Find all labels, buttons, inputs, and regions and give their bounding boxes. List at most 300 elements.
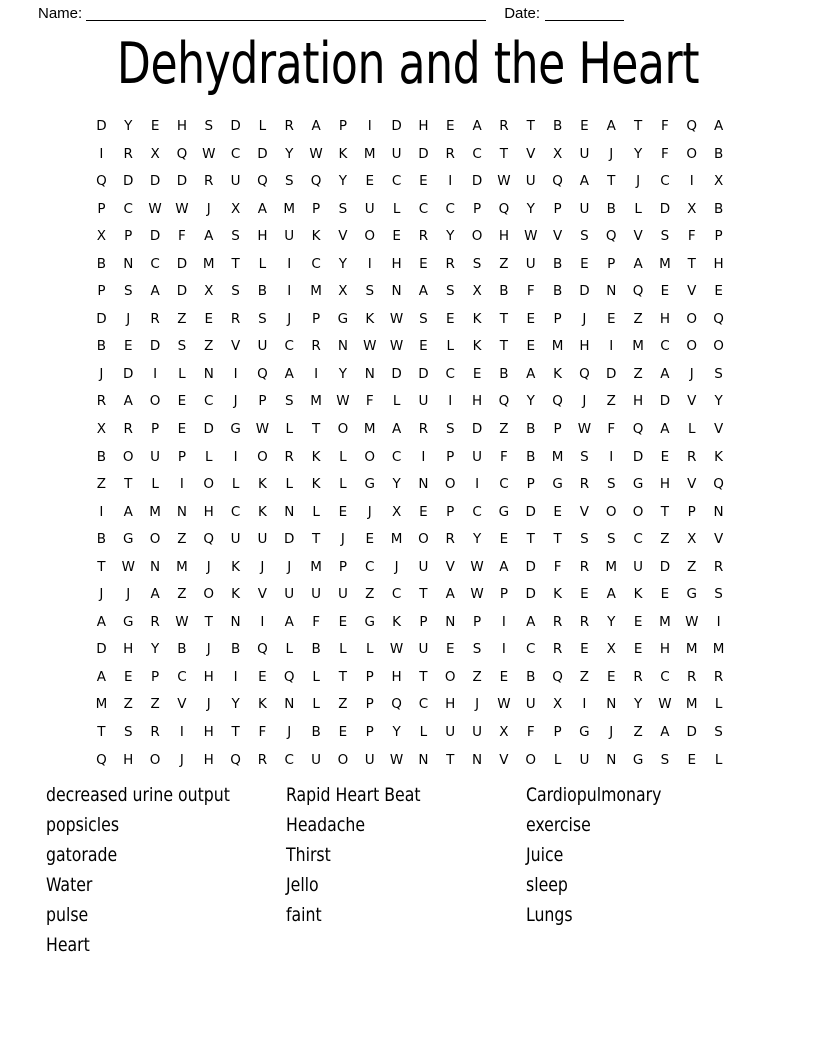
grid-letter[interactable]: Y	[285, 145, 294, 162]
grid-letter[interactable]: G	[364, 476, 375, 493]
grid-letter[interactable]: C	[526, 641, 536, 658]
grid-letter[interactable]: L	[285, 421, 293, 438]
grid-letter[interactable]: G	[632, 476, 644, 493]
grid-letter[interactable]: P	[151, 421, 160, 438]
grid-letter[interactable]: C	[418, 200, 429, 217]
grid-letter[interactable]: P	[338, 118, 347, 134]
grid-letter[interactable]: A	[123, 503, 133, 520]
grid-letter[interactable]: R	[552, 641, 563, 658]
grid-letter[interactable]: I	[233, 365, 238, 382]
grid-letter[interactable]: L	[312, 696, 320, 713]
grid-letter[interactable]: E	[526, 338, 535, 355]
grid-letter[interactable]: X	[552, 145, 563, 162]
word-list-item[interactable]: Heart	[46, 934, 90, 956]
word-search-grid[interactable]	[88, 113, 732, 774]
grid-letter[interactable]: L	[204, 448, 213, 465]
grid-letter[interactable]: X	[606, 641, 616, 658]
grid-letter[interactable]: F	[178, 228, 186, 245]
grid-letter[interactable]: J	[367, 503, 372, 520]
grid-letter[interactable]: Q	[552, 173, 563, 190]
grid-letter[interactable]: S	[580, 531, 589, 548]
grid-letter[interactable]: I	[716, 613, 721, 630]
grid-letter[interactable]: Q	[552, 668, 563, 685]
grid-letter[interactable]: C	[472, 145, 482, 162]
grid-letter[interactable]: A	[660, 365, 670, 382]
grid-letter[interactable]: R	[579, 476, 590, 493]
grid-letter[interactable]: M	[605, 558, 618, 575]
grid-letter[interactable]: J	[287, 558, 292, 575]
grid-letter[interactable]: E	[365, 531, 374, 548]
grid-letter[interactable]: I	[448, 393, 453, 410]
grid-letter[interactable]: X	[687, 200, 697, 217]
grid-letter[interactable]: D	[96, 641, 107, 658]
grid-letter[interactable]: U	[525, 173, 536, 190]
grid-letter[interactable]: D	[96, 118, 107, 134]
grid-letter[interactable]: W	[470, 558, 484, 575]
grid-letter[interactable]: Z	[499, 255, 509, 272]
grid-letter[interactable]: C	[660, 173, 670, 190]
grid-letter[interactable]: G	[230, 421, 241, 438]
grid-letter[interactable]: E	[419, 503, 428, 520]
grid-letter[interactable]: K	[714, 448, 723, 465]
grid-letter[interactable]: L	[419, 724, 428, 741]
grid-letter[interactable]: U	[284, 228, 295, 245]
grid-letter[interactable]: X	[499, 724, 509, 741]
grid-letter[interactable]: B	[96, 448, 107, 465]
grid-letter[interactable]: T	[311, 531, 321, 548]
grid-letter[interactable]: H	[203, 668, 214, 685]
grid-letter[interactable]: F	[500, 448, 508, 465]
grid-letter[interactable]: Y	[714, 393, 723, 410]
grid-letter[interactable]: T	[124, 476, 133, 493]
grid-letter[interactable]: K	[257, 503, 267, 520]
grid-letter[interactable]: C	[230, 503, 241, 520]
grid-letter[interactable]: E	[392, 228, 401, 245]
grid-letter[interactable]: Z	[472, 668, 482, 685]
grid-letter[interactable]: M	[551, 338, 564, 355]
grid-letter[interactable]: H	[257, 228, 268, 245]
grid-letter[interactable]: I	[448, 173, 453, 190]
grid-letter[interactable]: S	[714, 586, 723, 603]
grid-letter[interactable]: U	[257, 338, 268, 355]
grid-letter[interactable]: E	[553, 503, 562, 520]
grid-letter[interactable]: J	[609, 145, 614, 162]
grid-letter[interactable]: X	[552, 696, 563, 713]
grid-letter[interactable]: E	[660, 586, 670, 603]
grid-letter[interactable]: R	[123, 421, 133, 438]
grid-letter[interactable]: E	[204, 310, 213, 327]
grid-letter[interactable]: K	[231, 558, 240, 575]
grid-letter[interactable]: R	[687, 448, 697, 465]
grid-letter[interactable]: H	[391, 668, 402, 685]
grid-letter[interactable]: P	[177, 448, 186, 465]
grid-letter[interactable]: C	[472, 503, 482, 520]
grid-letter[interactable]: D	[418, 365, 429, 382]
grid-letter[interactable]: Z	[150, 696, 160, 713]
grid-letter[interactable]: V	[338, 228, 348, 245]
grid-letter[interactable]: W	[363, 338, 377, 355]
grid-letter[interactable]: Q	[713, 476, 724, 493]
grid-letter[interactable]: E	[150, 118, 160, 134]
grid-letter[interactable]: M	[390, 531, 403, 548]
grid-letter[interactable]: N	[418, 476, 429, 493]
grid-letter[interactable]: U	[472, 724, 483, 741]
grid-letter[interactable]: S	[365, 283, 375, 300]
grid-letter[interactable]: L	[258, 255, 267, 272]
grid-letter[interactable]: D	[176, 173, 188, 190]
grid-letter[interactable]: U	[337, 586, 348, 603]
grid-letter[interactable]: R	[418, 228, 429, 245]
grid-letter[interactable]: A	[606, 586, 616, 603]
grid-letter[interactable]: D	[176, 255, 188, 272]
grid-letter[interactable]: Y	[392, 476, 401, 493]
grid-letter[interactable]: X	[96, 228, 107, 245]
grid-letter[interactable]: I	[582, 696, 587, 713]
grid-letter[interactable]: S	[204, 118, 214, 134]
grid-letter[interactable]: I	[689, 173, 694, 190]
grid-letter[interactable]: Y	[338, 173, 348, 190]
grid-letter[interactable]: L	[446, 338, 454, 355]
grid-letter[interactable]: M	[310, 558, 322, 575]
grid-letter[interactable]: Z	[177, 310, 187, 327]
grid-letter[interactable]: K	[311, 228, 321, 245]
grid-letter[interactable]: T	[446, 751, 455, 768]
grid-letter[interactable]: B	[552, 118, 563, 134]
grid-letter[interactable]: O	[444, 476, 456, 493]
grid-letter[interactable]: K	[231, 586, 240, 603]
grid-letter[interactable]: J	[260, 558, 265, 575]
grid-letter[interactable]: W	[658, 696, 672, 713]
grid-letter[interactable]: N	[337, 338, 348, 355]
grid-letter[interactable]: U	[579, 751, 590, 768]
grid-letter[interactable]: M	[202, 255, 215, 272]
grid-letter[interactable]: P	[473, 613, 482, 630]
grid-letter[interactable]: T	[607, 173, 616, 190]
grid-letter[interactable]: T	[526, 118, 535, 134]
grid-letter[interactable]: O	[364, 448, 376, 465]
grid-letter[interactable]: W	[389, 338, 404, 355]
grid-letter[interactable]: H	[579, 338, 590, 355]
grid-letter[interactable]: C	[230, 145, 241, 162]
grid-letter[interactable]: R	[633, 668, 643, 685]
grid-letter[interactable]: L	[339, 641, 347, 658]
grid-letter[interactable]: Q	[579, 365, 590, 382]
grid-letter[interactable]: X	[338, 283, 348, 300]
grid-letter[interactable]: P	[151, 668, 160, 685]
grid-letter[interactable]: H	[391, 255, 402, 272]
grid-letter[interactable]: A	[499, 558, 509, 575]
grid-letter[interactable]: J	[206, 641, 211, 658]
grid-letter[interactable]: U	[633, 558, 644, 575]
grid-letter[interactable]: D	[659, 393, 671, 410]
grid-letter[interactable]: H	[713, 255, 724, 272]
grid-letter[interactable]: P	[97, 283, 106, 300]
grid-letter[interactable]: Z	[606, 393, 616, 410]
grid-letter[interactable]: Q	[96, 751, 107, 768]
grid-letter[interactable]: Q	[96, 173, 107, 190]
grid-letter[interactable]: A	[284, 365, 294, 382]
grid-letter[interactable]: A	[526, 613, 536, 630]
grid-letter[interactable]: R	[713, 558, 724, 575]
grid-letter[interactable]: P	[312, 310, 321, 327]
grid-letter[interactable]: X	[687, 531, 697, 548]
grid-letter[interactable]: S	[177, 338, 187, 355]
word-list-item[interactable]: Lungs	[526, 904, 573, 926]
grid-letter[interactable]: Q	[391, 696, 402, 713]
grid-letter[interactable]: U	[311, 586, 322, 603]
grid-letter[interactable]: P	[446, 448, 455, 465]
grid-letter[interactable]: B	[311, 724, 321, 741]
grid-letter[interactable]: E	[445, 641, 455, 658]
grid-letter[interactable]: R	[150, 613, 160, 630]
grid-letter[interactable]: E	[606, 668, 616, 685]
grid-letter[interactable]: T	[553, 531, 562, 548]
grid-letter[interactable]: I	[421, 448, 426, 465]
grid-letter[interactable]: V	[633, 228, 643, 245]
grid-letter[interactable]: R	[284, 118, 294, 134]
grid-letter[interactable]: X	[472, 283, 482, 300]
grid-letter[interactable]: V	[445, 558, 455, 575]
grid-letter[interactable]: P	[553, 200, 562, 217]
grid-letter[interactable]: N	[123, 255, 134, 272]
grid-letter[interactable]: Z	[177, 531, 187, 548]
grid-letter[interactable]: K	[633, 586, 643, 603]
grid-letter[interactable]: R	[445, 531, 455, 548]
grid-letter[interactable]: R	[445, 145, 455, 162]
grid-letter[interactable]: M	[363, 145, 376, 162]
grid-letter[interactable]: A	[526, 365, 536, 382]
grid-letter[interactable]: F	[687, 228, 696, 245]
grid-letter[interactable]: T	[499, 145, 509, 162]
grid-letter[interactable]: S	[231, 228, 240, 245]
grid-letter[interactable]: K	[311, 448, 321, 465]
grid-letter[interactable]: P	[419, 613, 428, 630]
grid-letter[interactable]: C	[445, 365, 455, 382]
grid-letter[interactable]: R	[204, 173, 214, 190]
grid-letter[interactable]: S	[580, 448, 589, 465]
grid-letter[interactable]: U	[472, 448, 483, 465]
grid-letter[interactable]: C	[311, 255, 321, 272]
grid-letter[interactable]: Z	[579, 668, 590, 685]
grid-letter[interactable]: F	[526, 724, 535, 741]
grid-letter[interactable]: O	[203, 586, 215, 603]
grid-letter[interactable]: D	[632, 448, 644, 465]
grid-letter[interactable]: W	[470, 586, 484, 603]
grid-letter[interactable]: J	[287, 724, 292, 741]
grid-letter[interactable]: T	[97, 724, 106, 741]
grid-letter[interactable]: S	[284, 173, 294, 190]
grid-letter[interactable]: Q	[498, 393, 510, 410]
grid-letter[interactable]: E	[526, 310, 535, 327]
grid-letter[interactable]: E	[338, 503, 348, 520]
word-list-item[interactable]: faint	[286, 904, 322, 926]
grid-letter[interactable]: H	[203, 751, 214, 768]
grid-letter[interactable]: M	[176, 558, 188, 575]
grid-letter[interactable]: U	[150, 448, 161, 465]
grid-letter[interactable]: P	[553, 310, 562, 327]
grid-letter[interactable]: D	[203, 421, 214, 438]
grid-letter[interactable]: U	[391, 145, 402, 162]
grid-letter[interactable]: Y	[446, 228, 455, 245]
word-list-item[interactable]: Rapid Heart Beat	[286, 784, 421, 806]
grid-letter[interactable]: Q	[230, 751, 241, 768]
grid-letter[interactable]: C	[284, 751, 294, 768]
grid-letter[interactable]: L	[714, 696, 723, 713]
grid-letter[interactable]: D	[391, 365, 402, 382]
grid-letter[interactable]: E	[445, 310, 455, 327]
grid-letter[interactable]: U	[364, 200, 375, 217]
grid-letter[interactable]: L	[178, 365, 186, 382]
grid-letter[interactable]: H	[445, 696, 456, 713]
grid-letter[interactable]: A	[418, 283, 429, 300]
grid-letter[interactable]: W	[255, 421, 270, 438]
grid-letter[interactable]: M	[363, 421, 376, 438]
grid-letter[interactable]: S	[606, 476, 616, 493]
grid-letter[interactable]: M	[149, 503, 161, 520]
grid-letter[interactable]: B	[96, 255, 107, 272]
grid-letter[interactable]: D	[579, 283, 590, 300]
grid-letter[interactable]: Q	[176, 145, 188, 162]
grid-letter[interactable]: Z	[177, 586, 187, 603]
grid-letter[interactable]: N	[203, 365, 214, 382]
grid-letter[interactable]: V	[257, 586, 268, 603]
grid-letter[interactable]: O	[686, 145, 698, 162]
grid-letter[interactable]: I	[287, 283, 292, 300]
grid-letter[interactable]: C	[123, 200, 133, 217]
grid-letter[interactable]: E	[445, 118, 455, 134]
grid-letter[interactable]: N	[230, 613, 241, 630]
grid-letter[interactable]: O	[471, 228, 483, 245]
grid-letter[interactable]: S	[472, 255, 482, 272]
grid-letter[interactable]: B	[526, 421, 536, 438]
grid-letter[interactable]: T	[660, 503, 670, 520]
grid-letter[interactable]: H	[659, 310, 670, 327]
grid-letter[interactable]: H	[472, 393, 483, 410]
grid-letter[interactable]: K	[472, 310, 482, 327]
grid-letter[interactable]: I	[260, 613, 265, 630]
word-list-item[interactable]: exercise	[526, 814, 591, 836]
grid-letter[interactable]: I	[475, 476, 480, 493]
grid-letter[interactable]: I	[609, 338, 614, 355]
grid-letter[interactable]: Z	[338, 696, 348, 713]
grid-letter[interactable]: E	[472, 365, 482, 382]
grid-letter[interactable]: Q	[686, 118, 698, 134]
grid-letter[interactable]: W	[577, 421, 592, 438]
grid-letter[interactable]: B	[177, 641, 187, 658]
grid-letter[interactable]: E	[687, 751, 696, 768]
grid-letter[interactable]: Q	[605, 228, 617, 245]
grid-letter[interactable]: C	[177, 668, 187, 685]
grid-letter[interactable]: D	[149, 338, 161, 355]
grid-letter[interactable]: L	[392, 200, 401, 217]
grid-letter[interactable]: Q	[203, 531, 215, 548]
grid-letter[interactable]: G	[632, 751, 644, 768]
grid-letter[interactable]: P	[553, 724, 562, 741]
grid-letter[interactable]: S	[445, 283, 455, 300]
grid-letter[interactable]: G	[123, 613, 134, 630]
grid-letter[interactable]: P	[714, 228, 723, 245]
word-list-item[interactable]: Jello	[286, 874, 319, 896]
grid-letter[interactable]: K	[365, 310, 375, 327]
grid-letter[interactable]: E	[580, 255, 589, 272]
grid-letter[interactable]: T	[419, 668, 428, 685]
grid-letter[interactable]: J	[394, 558, 399, 575]
grid-letter[interactable]: H	[659, 641, 670, 658]
grid-letter[interactable]: R	[150, 310, 160, 327]
grid-letter[interactable]: N	[418, 751, 429, 768]
grid-letter[interactable]: P	[473, 200, 482, 217]
grid-letter[interactable]: V	[713, 531, 724, 548]
grid-letter[interactable]: P	[365, 724, 374, 741]
grid-letter[interactable]: D	[257, 145, 268, 162]
grid-letter[interactable]: F	[258, 724, 267, 741]
grid-letter[interactable]: E	[365, 173, 374, 190]
grid-letter[interactable]: O	[149, 751, 161, 768]
grid-letter[interactable]: D	[149, 173, 161, 190]
grid-letter[interactable]: F	[526, 283, 535, 300]
grid-letter[interactable]: P	[312, 200, 321, 217]
grid-letter[interactable]: N	[284, 696, 295, 713]
grid-letter[interactable]: I	[314, 365, 319, 382]
grid-letter[interactable]: T	[526, 531, 535, 548]
grid-letter[interactable]: Z	[96, 476, 107, 493]
grid-letter[interactable]: R	[579, 558, 590, 575]
grid-letter[interactable]: R	[552, 613, 563, 630]
grid-letter[interactable]: M	[712, 641, 725, 658]
grid-letter[interactable]: C	[418, 696, 429, 713]
grid-letter[interactable]: J	[99, 365, 104, 382]
grid-letter[interactable]: U	[445, 724, 456, 741]
grid-letter[interactable]: P	[338, 558, 347, 575]
grid-letter[interactable]: Q	[257, 365, 268, 382]
grid-letter[interactable]: W	[685, 613, 699, 630]
grid-letter[interactable]: P	[499, 586, 508, 603]
grid-letter[interactable]: Z	[633, 365, 643, 382]
grid-letter[interactable]: C	[499, 476, 509, 493]
grid-letter[interactable]: X	[230, 200, 241, 217]
grid-letter[interactable]: T	[97, 558, 106, 575]
grid-letter[interactable]: U	[230, 531, 241, 548]
word-list-item[interactable]: popsicles	[46, 814, 120, 836]
grid-letter[interactable]: A	[284, 613, 294, 630]
grid-letter[interactable]: N	[176, 503, 187, 520]
grid-letter[interactable]: O	[686, 338, 698, 355]
grid-letter[interactable]: A	[633, 255, 643, 272]
grid-letter[interactable]: Q	[257, 173, 268, 190]
grid-letter[interactable]: C	[391, 173, 402, 190]
grid-letter[interactable]: D	[686, 724, 697, 741]
grid-letter[interactable]: Y	[392, 724, 401, 741]
grid-letter[interactable]: T	[633, 118, 643, 134]
grid-letter[interactable]: C	[284, 338, 294, 355]
grid-letter[interactable]: L	[365, 641, 374, 658]
grid-letter[interactable]: M	[685, 641, 698, 658]
grid-letter[interactable]: W	[524, 228, 538, 245]
grid-letter[interactable]: A	[96, 613, 107, 630]
grid-letter[interactable]: G	[123, 531, 134, 548]
grid-letter[interactable]: J	[126, 586, 131, 603]
grid-letter[interactable]: I	[367, 255, 372, 272]
grid-letter[interactable]: E	[714, 283, 723, 300]
grid-letter[interactable]: C	[660, 338, 670, 355]
grid-letter[interactable]: M	[659, 255, 671, 272]
grid-letter[interactable]: G	[498, 503, 510, 520]
grid-letter[interactable]: K	[553, 586, 562, 603]
grid-letter[interactable]: V	[687, 393, 697, 410]
grid-letter[interactable]: S	[660, 228, 670, 245]
grid-letter[interactable]: S	[714, 365, 723, 382]
grid-letter[interactable]: U	[579, 145, 590, 162]
